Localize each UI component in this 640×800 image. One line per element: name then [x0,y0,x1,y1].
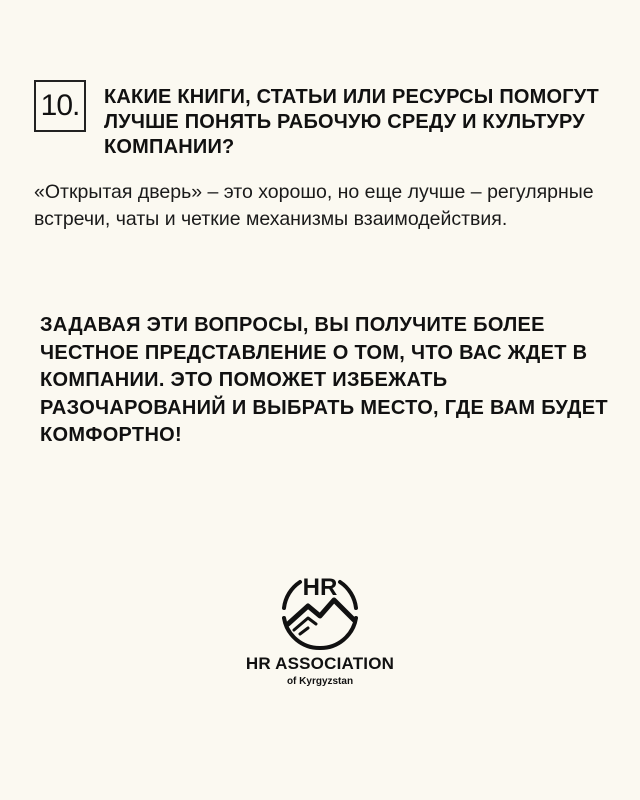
hr-mountain-logo-icon [264,568,376,652]
answer-text: «Открытая дверь» – это хорошо, но еще лучше – регулярные встречи, чаты и четкие механизмы взаимодействия. [34,181,594,230]
question-number: 10. [40,89,80,122]
conclusion-text: ЗАДАВАЯ ЭТИ ВОПРОСЫ, ВЫ ПОЛУЧИТЕ БОЛЕЕ ЧЕСТНОЕ ПРЕДСТАВЛЕНИЕ О ТОМ, ЧТО ВАС ЖДЕТ В КОМПАНИИ. ЭТО ПОМОЖЕТ ИЗБЕЖАТЬ РАЗОЧАРОВАНИЙ И ВЫБРАТЬ МЕСТО, ГДЕ ВАМ БУДЕТ КОМФОРТНО! [40,314,608,446]
logo-title: HR ASSOCIATION [245,654,395,673]
logo-subtitle: of Kyrgyzstan [286,676,354,687]
question-number-badge [34,80,86,132]
question-heading: КАКИЕ КНИГИ, СТАТЬИ ИЛИ РЕСУРСЫ ПОМОГУТ ЛУЧШЕ ПОНЯТЬ РАБОЧУЮ СРЕДУ И КУЛЬТУРУ КОМПАНИИ? [104,86,599,158]
logo-mark-text: HR [302,574,338,601]
hr-association-logo [220,568,420,698]
